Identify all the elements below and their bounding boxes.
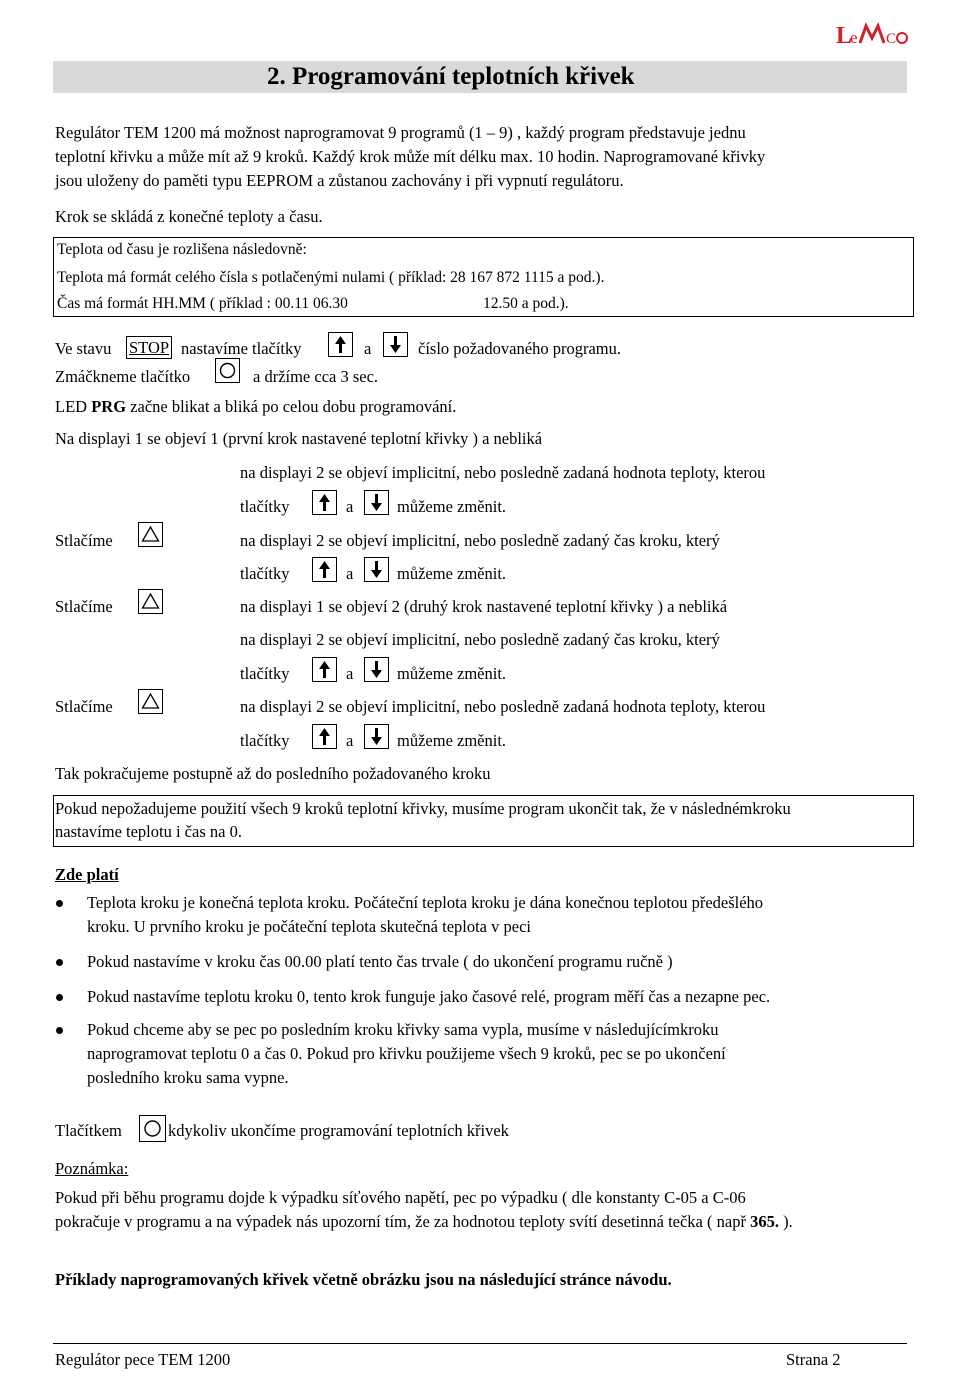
and-text-4: a [346, 731, 354, 750]
press-line-post: a držíme cca 3 sec. [253, 367, 379, 386]
buttons-label-4: tlačítky [240, 731, 290, 750]
down-button[interactable] [364, 724, 389, 749]
down-button[interactable] [364, 657, 389, 682]
step-text-1: na displayi 2 se objeví implicitní, nebo posledně zadaná hodnota teploty, kterou [240, 463, 766, 482]
and-text-3: a [346, 664, 354, 683]
arrow-down-icon [365, 725, 388, 748]
arrow-down-icon [365, 658, 388, 681]
rule-4-line-3: posledního kroku sama vypne. [87, 1068, 289, 1087]
down-button[interactable] [364, 557, 389, 582]
intro-line-2: teplotní křivku a může mít až 9 kroků. Každý krok může mít délku max. 10 hodin. Naprogramované křivky [55, 147, 766, 166]
led-line: LED PRG začne blikat a bliká po celou dobu programování. [55, 397, 457, 416]
stop-any-pre: Tlačítkem [55, 1121, 122, 1140]
press-label-3: Stlačíme [55, 697, 113, 716]
press-label-1: Stlačíme [55, 531, 113, 550]
rule-1-line-2: kroku. U prvního kroku je počáteční teplota skutečná teplota v peci [87, 917, 531, 936]
svg-text:L: L [836, 23, 853, 49]
arrow-down-icon [384, 333, 407, 356]
stop-any-post: kdykoliv ukončíme programování teplotních křivek [168, 1121, 509, 1140]
arrow-up-icon [313, 491, 336, 514]
arrow-up-icon [329, 333, 352, 356]
note-title: Poznámka: [55, 1159, 129, 1178]
buttons-label-1: tlačítky [240, 497, 290, 516]
rule-2-line-1: Pokud nastavíme v kroku čas 00.00 platí tento čas trvale ( do ukončení programu ručně ) [87, 952, 673, 971]
svg-text:e: e [850, 28, 858, 47]
format-line-2: Teplota má formát celého čísla s potlačenými nulami ( příklad: 28 167 872 1115 a pod.). [57, 269, 605, 286]
format-line-3b: 12.50 a pod.). [483, 295, 569, 312]
change-text-4: můžeme změnit. [397, 731, 507, 750]
change-text-2: můžeme změnit. [397, 564, 507, 583]
bullet [56, 959, 63, 966]
press-label-2: Stlačíme [55, 597, 113, 616]
format-line-3a: Čas má formát HH.MM ( příklad : 00.11 06.30 [57, 295, 348, 312]
triangle-button-icon [139, 690, 162, 713]
display-line: Na displayi 1 se objeví 1 (první krok nastavené teplotní křivky ) a nebliká [55, 429, 543, 448]
stop-line-post: číslo požadovaného programu. [418, 339, 621, 358]
note-line-2: pokračuje v programu a na výpadek nás upozorní tím, že za hodnotou teploty svítí desetinná tečka ( např 365. ). [55, 1212, 793, 1231]
footer-page-number: Strana 2 [786, 1350, 841, 1369]
arrow-up-icon [313, 658, 336, 681]
rules-title: Zde platí [55, 865, 119, 884]
company-logo [836, 20, 908, 50]
footer-divider [53, 1343, 907, 1344]
buttons-label-2: tlačítky [240, 564, 290, 583]
circle-button-icon [216, 359, 239, 382]
intro-line-1: Regulátor TEM 1200 má možnost naprogramovat 9 programů (1 – 9) , každý program představuje jednu [55, 123, 746, 142]
note-line-1: Pokud při běhu programu dojde k výpadku síťového napětí, pec po výpadku ( dle konstanty C-05 a C-06 [55, 1188, 746, 1207]
examples-line: Příklady naprogramovaných křivek včetně obrázku jsou na následující stránce návodu. [55, 1270, 672, 1289]
rule-1-line-1: Teplota kroku je konečná teplota kroku. Počáteční teplota kroku je dána konečnou teplotou předešlého [87, 893, 764, 912]
continue-line: Tak pokračujeme postupně až do posledního požadovaného kroku [55, 764, 491, 783]
step-text-2: na displayi 2 se objeví implicitní, nebo posledně zadaný čas kroku, který [240, 531, 720, 550]
footer-left: Regulátor pece TEM 1200 [55, 1350, 231, 1369]
bullet [56, 1027, 63, 1034]
down-button[interactable] [364, 490, 389, 515]
circle-button[interactable] [139, 1115, 166, 1142]
rule-4-line-1: Pokud chceme aby se pec po posledním kroku křivky sama vypla, musíme v následujícímkroku [87, 1020, 719, 1039]
circle-button-icon [140, 1116, 165, 1141]
arrow-down-icon [365, 491, 388, 514]
up-button[interactable] [312, 490, 337, 515]
triangle-button-icon [139, 590, 162, 613]
svg-text:C: C [886, 31, 897, 47]
up-button[interactable] [312, 724, 337, 749]
arrow-up-icon [313, 558, 336, 581]
step-text-5: na displayi 2 se objeví implicitní, nebo posledně zadaná hodnota teploty, kterou [240, 697, 766, 716]
stop-line-pre: Ve stavu [55, 339, 112, 358]
up-button[interactable] [328, 332, 353, 357]
rule-4-line-2: naprogramovat teplotu 0 a čas 0. Pokud pro křivku použijeme všech 9 kroků, pec se po ukončení [87, 1044, 726, 1063]
triangle-button[interactable] [138, 589, 163, 614]
triangle-button-icon [139, 523, 162, 546]
up-button[interactable] [312, 557, 337, 582]
circle-button[interactable] [215, 358, 240, 383]
step-text-3: na displayi 1 se objeví 2 (druhý krok nastavené teplotní křivky ) a nebliká [240, 597, 728, 616]
buttons-label-3: tlačítky [240, 664, 290, 683]
triangle-button[interactable] [138, 689, 163, 714]
and-text-1: a [346, 497, 354, 516]
stop-line-mid: nastavíme tlačítky [181, 339, 302, 358]
page-title: 2. Programování teplotních křivek [267, 63, 635, 90]
format-line-1: Teplota od času je rozlišena následovně: [57, 241, 307, 258]
end-box-line-2: nastavíme teplotu i čas na 0. [55, 822, 242, 841]
bullet [56, 994, 63, 1001]
bullet [56, 900, 63, 907]
change-text-1: můžeme změnit. [397, 497, 507, 516]
change-text-3: můžeme změnit. [397, 664, 507, 683]
step-text-4: na displayi 2 se objeví implicitní, nebo posledně zadaný čas kroku, který [240, 630, 720, 649]
arrow-up-icon [313, 725, 336, 748]
stop-label: STOP [126, 336, 172, 359]
intro-line-3: jsou uloženy do paměti typu EEPROM a zůstanou zachovány i při vypnutí regulátoru. [55, 171, 624, 190]
up-button[interactable] [312, 657, 337, 682]
arrow-down-icon [365, 558, 388, 581]
down-button[interactable] [383, 332, 408, 357]
press-line-pre: Zmáčkneme tlačítko [55, 367, 191, 386]
stop-line-and: a [364, 339, 372, 358]
end-box-line-1: Pokud nepožadujeme použití všech 9 kroků teplotní křivky, musíme program ukončit tak, že v následnémkroku [55, 799, 791, 818]
rule-3-line-1: Pokud nastavíme teplotu kroku 0, tento krok funguje jako časové relé, program měří čas a nezapne pec. [87, 987, 771, 1006]
intro-line-4: Krok se skládá z konečné teploty a času. [55, 207, 323, 226]
triangle-button[interactable] [138, 522, 163, 547]
and-text-2: a [346, 564, 354, 583]
